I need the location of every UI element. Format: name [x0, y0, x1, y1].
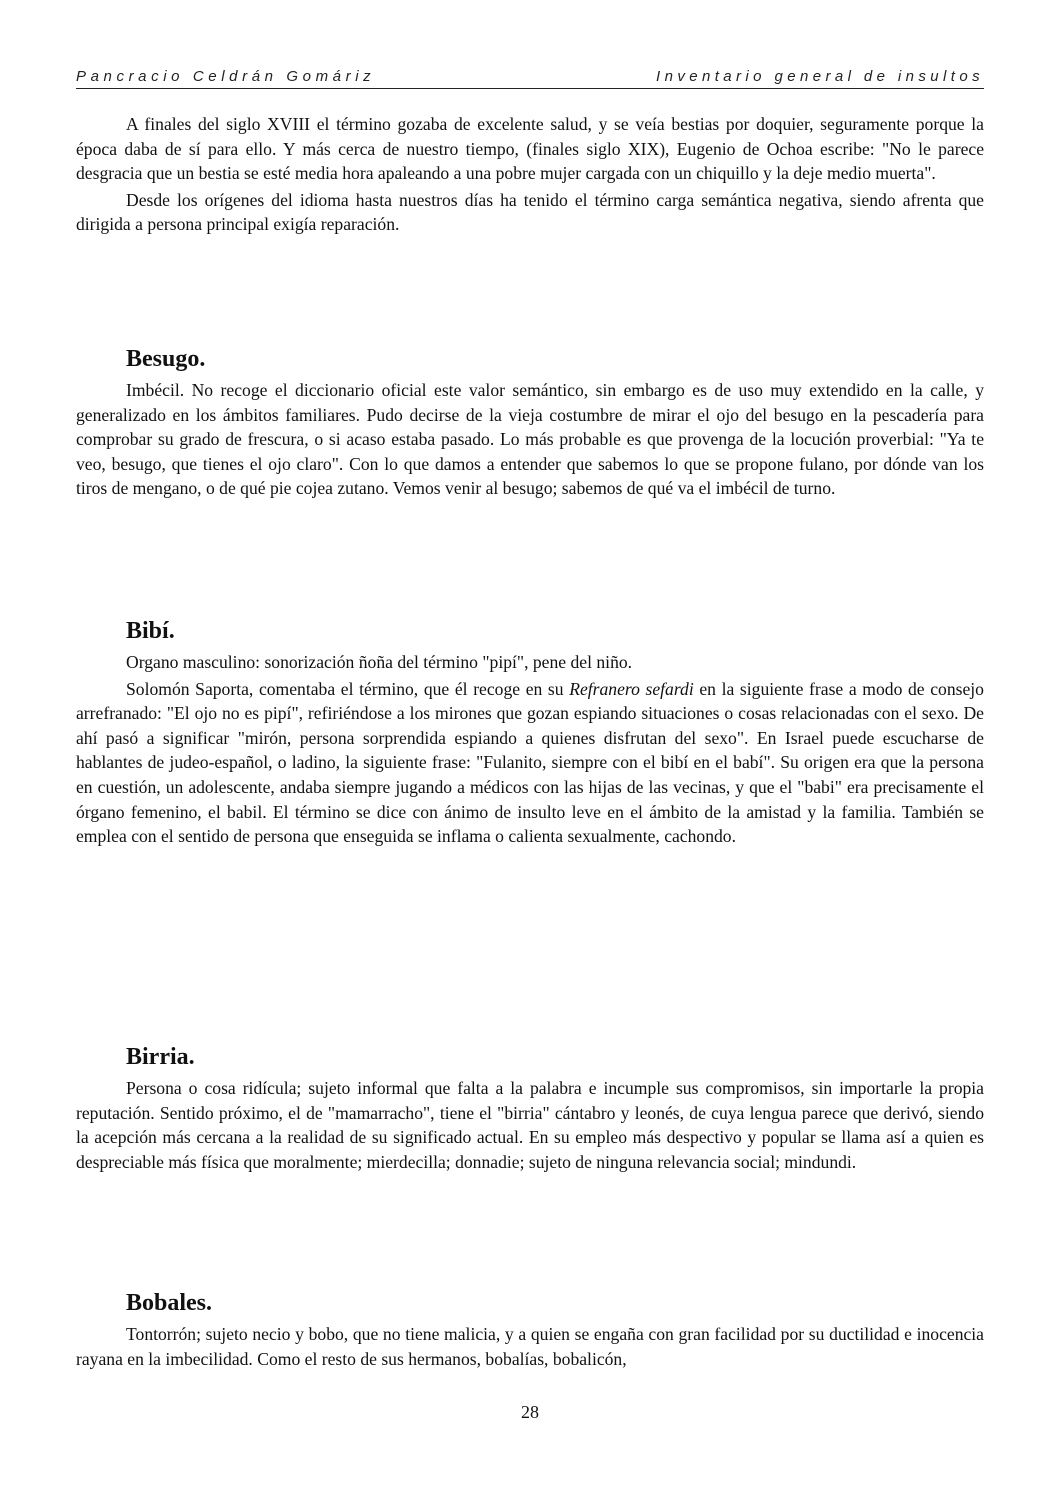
entry-bobales	[76, 1288, 984, 1371]
entry-heading: Bobales.	[126, 1290, 213, 1316]
running-header	[76, 66, 984, 89]
paragraph: Organo masculino: sonorización ñoña del término "pipí", pene del niño.	[126, 652, 633, 672]
header-author: Pancracio Celdrán Gomáriz	[76, 68, 376, 85]
paragraph: Imbécil. No recoge el diccionario oficial este valor semántico, sin embargo es de uso muy extendido en la calle, y generalizado en los ámbitos familiares. Pudo decirse de la vieja costumbre de mirar el ojo del besugo en la pescadería para comprobar su grado de frescura, o si acaso estaba pasado. Lo más probable es que provenga de la locución proverbial: "Ya te veo, besugo, que tienes el ojo claro". Con lo que damos a entender que sabemos lo que se propone fulano, por dónde van los tiros de mengano, o de qué pie cojea zutano. Vemos venir al besugo; sabemos de qué va el imbécil de turno.	[76, 380, 984, 499]
paragraph: Tontorrón; sujeto necio y bobo, que no tiene malicia, y a quien se engaña con gran facilidad por su ductilidad e inocencia rayana en la imbecilidad. Como el resto de sus hermanos, bobalías, bobalicón,	[76, 1324, 984, 1369]
page-number: 28	[521, 1402, 539, 1422]
entry-bibi	[76, 616, 984, 849]
entry-heading: Birria.	[126, 1044, 195, 1070]
continuation-text	[76, 112, 984, 237]
book-title-italic: Refranero sefardi	[569, 678, 694, 699]
text-run: en la siguiente frase a modo de consejo arrefranado: "El ojo no es pipí", refiriéndose a los mirones que gozan espiando situaciones o cosas relacionadas con el sexo. De ahí pasó a significar "mirón, persona sorprendida espiando a quienes disfrutan del sexo". En Israel puede escucharse de hablantes de judeo-español, o ladino, la siguiente frase: "Fulanito, siempre con el bibí en el babí". Su origen era que la persona en cuestión, un adolescente, andaba siempre jugando a médicos con las hijas de las vecinas, y que el "babi" era precisamente el órgano femenino, el babil. El término se dice con ánimo de insulto leve en el ámbito de la amistad y la familia. También se emplea con el sentido de persona que enseguida se inflama o calienta sexualmente, cachondo.	[76, 678, 984, 847]
entry-besugo	[76, 344, 984, 501]
paragraph: Persona o cosa ridícula; sujeto informal que falta a la palabra e incumple sus compromisos, sin importarle la propia reputación. Sentido próximo, el de "mamarracho", tiene el "birria" cántabro y leonés, de cuya lengua parece que derivó, siendo la acepción más cercana a la realidad de su significado actual. En su empleo más despectivo y popular se llama así a quien es despreciable más física que moralmente; mierdecilla; donnadie; sujeto de ninguna relevancia social; mindundi.	[76, 1078, 984, 1172]
paragraph: A finales del siglo XVIII el término gozaba de excelente salud, y se veía bestias por doquier, seguramente porque la época daba de sí para ello. Y más cerca de nuestro tiempo, (finales siglo XIX), Eugenio de Ochoa escribe: "No le parece desgracia que un bestia se esté media hora apaleando a una pobre mujer cargada con un chiquillo y la deje medio muerta".	[76, 114, 984, 184]
paragraph	[76, 677, 984, 849]
paragraph: Desde los orígenes del idioma hasta nuestros días ha tenido el término carga semántica negativa, siendo afrenta que dirigida a persona principal exigía reparación.	[76, 189, 984, 235]
text-run: Solomón Saporta, comentaba el término, que él recoge en su	[126, 678, 570, 699]
entry-heading: Besugo.	[126, 346, 206, 372]
entry-birria	[76, 1042, 984, 1174]
entry-heading: Bibí.	[126, 618, 175, 644]
header-book-title: Inventario general de insultos	[656, 68, 984, 85]
